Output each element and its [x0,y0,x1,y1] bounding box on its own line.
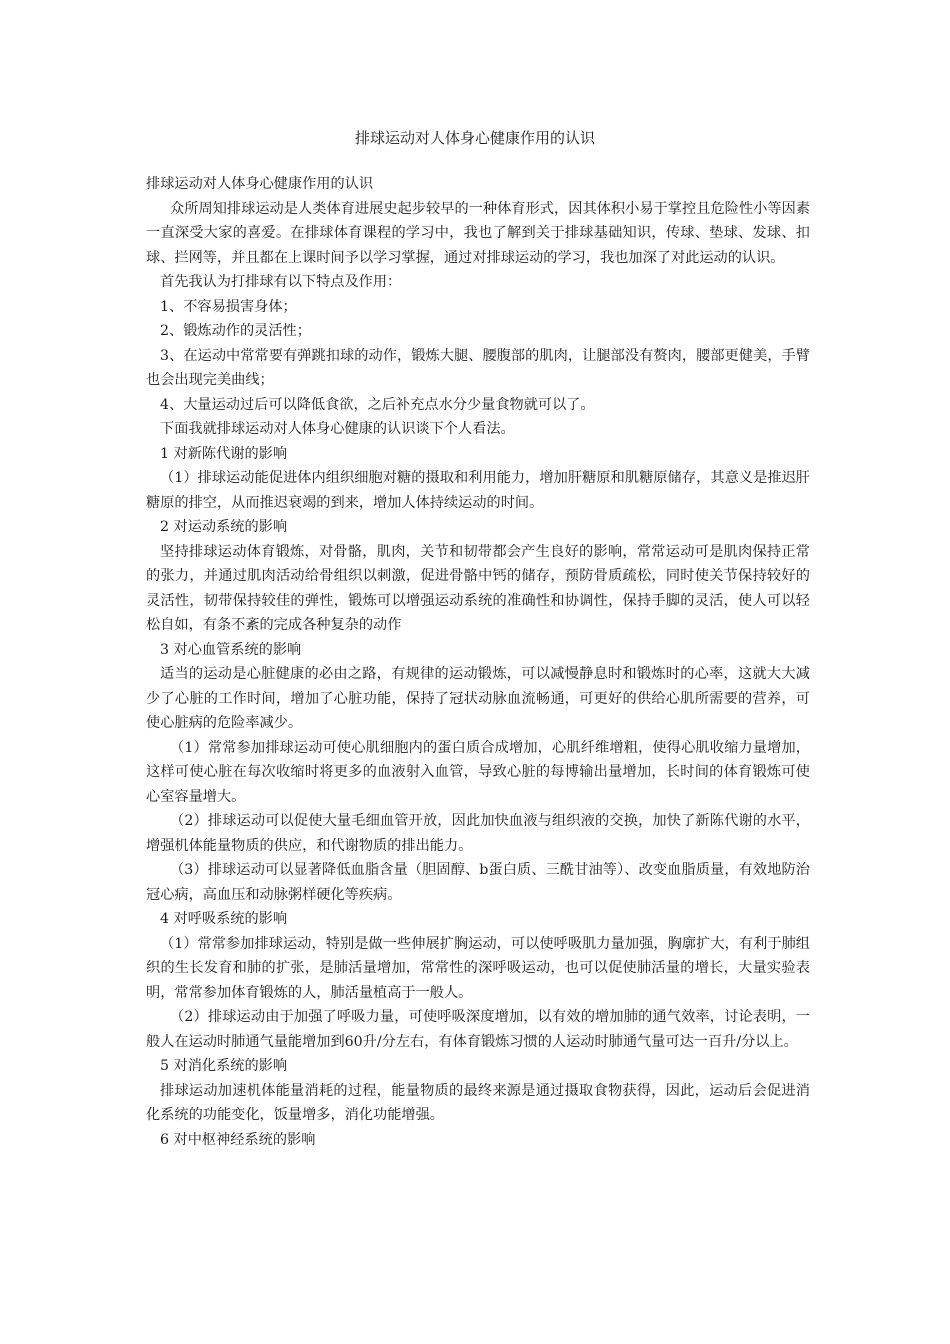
paragraph: 适当的运动是心脏健康的必由之路，有规律的运动锻炼，可以减慢静息时和锻炼时的心率，这就大大减少了心脏的工作时间，增加了心脏功能，保持了冠状动脉血流畅通，可更好的供给心肌所需要的营养，可使心脏病的危险率减少。 [146,666,810,731]
list-item: 4、大量运动过后可以降低食欲，之后补充点水分少量食物就可以了。 [160,396,595,413]
paragraph: 坚持排球运动体育锻炼，对骨骼，肌肉，关节和韧带都会产生良好的影响，常常运动可是肌肉保持正常的张力，并通过肌肉活动给骨组织以刺激，促进骨骼中钙的储存，预防骨质疏松，同时使关节保持较好的灵活性，韧带保持较佳的弹性，锻炼可以增强运动系统的准确性和协调性，保持手脚的灵活，使人可以轻松自如，有条不紊的完成各种复杂的动作 [146,543,810,633]
section-heading-nervous: 6 对中枢神经系统的影响 [160,1131,316,1148]
list-item: 1、不容易损害身体； [160,298,297,315]
list-item: 2、锻炼动作的灵活性； [160,323,311,339]
paragraph: （1）常常参加排球运动，特别是做一些伸展扩胸运动，可以使呼吸肌力量加强，胸廓扩大，有利于肺组织的生长发育和肺的扩张，是肺活量增加，常常性的深呼吸运动，也可以促使肺活量的增长，大量实验表明，常常参加体育锻炼的人，肺活量植高于一般人。 [146,935,810,1001]
section-heading-cardiovascular: 3 对心血管系统的影响 [160,641,302,658]
section-heading-digestive: 5 对消化系统的影响 [160,1058,288,1074]
paragraph: （2）排球运动可以促使大量毛细血管开放，因此加快血液与组织液的交换，加快了新陈代谢的水平，增强机体能量物质的供应，和代谢物质的排出能力。 [146,813,810,854]
document-title: 排球运动对人体身心健康作用的认识 [354,129,595,147]
paragraph: （1）常常参加排球运动可使心肌细胞内的蛋白质合成增加，心肌纤维增粗，使得心肌收缩力量增加，这样可使心脏在每次收缩时将更多的血液射入血管，导致心脏的每博输出量增加，长时间的体育锻炼可使心室容量增大。 [146,739,810,805]
list-item: 3、在运动中常常要有弹跳扣球的动作，锻炼大腿、腰腹部的肌肉，让腿部没有赘肉，腰部更健美，手臂也会出现完美曲线； [146,347,810,388]
section-heading-respiratory: 4 对呼吸系统的影响 [160,911,288,927]
paragraph-heading: 排球运动对人体身心健康作用的认识 [146,176,374,192]
paragraph-intro: 众所周知排球运动是人类体育进展史起步较早的一种体育形式，因其体积小易于掌控且危险性小等因素一直深受大家的喜爱。在排球体育课程的学习中，我也了解到关于排球基础知识，传球、垫球、发球、扣球、拦网等，并且都在上课时间予以学习掌握，通过对排球运动的学习，我也加深了对此运动的认识。 [146,200,810,266]
paragraph: （2）排球运动由于加强了呼吸力量，可使呼吸深度增加，以有效的增加肺的通气效率，讨论表明，一般人在运动时肺通气量能增加到60升/分左右，有体育锻炼习惯的人运动时肺通气量可达一百升/分以上。 [146,1009,810,1050]
paragraph-features-lead: 首先我认为打排球有以下特点及作用： [160,274,402,290]
paragraph: （3）排球运动可以显著降低血脂含量（胆固醇、b蛋白质、三酰甘油等）、改变血脂质量，有效地防治冠心病，高血压和动脉粥样硬化等疾病。 [146,862,810,903]
section-heading-motor: 2 对运动系统的影响 [160,519,288,535]
document-body [146,172,810,1152]
paragraph-opinion-lead: 下面我就排球运动对人体身心健康的认识谈下个人看法。 [160,421,515,437]
paragraph: （1）排球运动能促进体内组织细胞对糖的摄取和利用能力，增加肝糖原和肌糖原储存，其意义是推迟肝糖原的排空，从而推迟衰竭的到来，增加人体持续运动的时间。 [146,470,810,511]
section-heading-metabolism: 1 对新陈代谢的影响 [160,445,288,462]
paragraph: 排球运动加速机体能量消耗的过程，能量物质的最终来源是通过摄取食物获得，因此，运动后会促进消化系统的功能变化，饭量增多，消化功能增强。 [146,1082,810,1123]
